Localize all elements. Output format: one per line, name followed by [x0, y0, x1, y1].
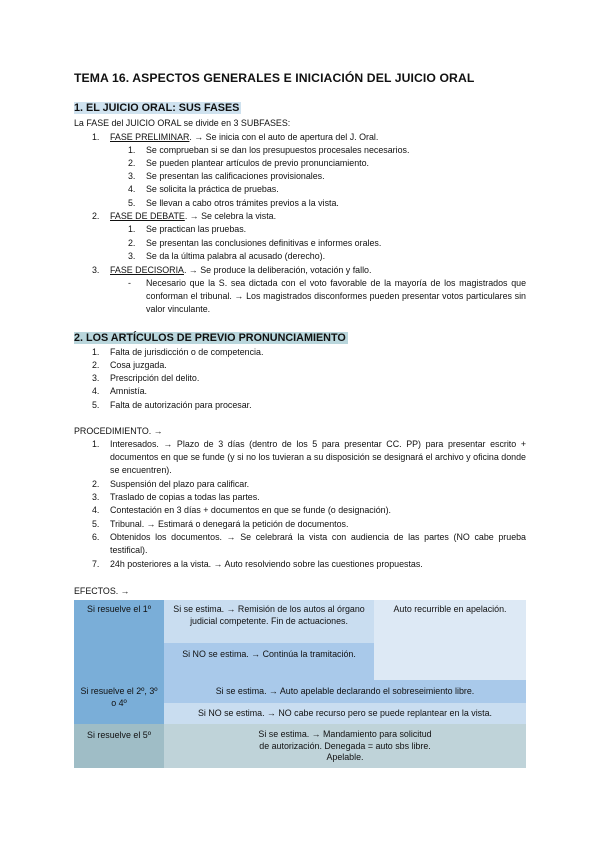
table-cell: Si NO se estima. → Continúa la tramitación.: [164, 643, 374, 680]
list-item: Se practican las pruebas.: [146, 224, 247, 234]
list-item: Se da la última palabra al acusado (derecho).: [146, 251, 326, 261]
list-number: 5.: [128, 198, 136, 208]
list-number: 5.: [92, 400, 100, 410]
list-item: Prescripción del delito.: [110, 373, 200, 383]
list-number: 6.: [92, 532, 100, 542]
list-number: 1.: [128, 224, 136, 234]
list-item: Amnistía.: [110, 386, 147, 396]
table-cell: Auto recurrible en apelación.: [374, 600, 526, 680]
list-item: Tribunal. → Estimará o denegará la petición de documentos.: [110, 519, 349, 529]
list-number: 7.: [92, 559, 100, 569]
phase-1-line: [110, 131, 378, 143]
phase-3-line: [110, 264, 371, 276]
list-number: 2.: [92, 360, 100, 370]
row-label: Si resuelve el 5º: [74, 724, 164, 768]
phase-2-line: [110, 210, 276, 222]
list-item: Obtenidos los documentos. → Se celebrará la vista con audiencia de las partes (NO cabe prueba testifical).: [110, 532, 526, 555]
list-item: Se pueden plantear artículos de previo pronunciamiento.: [146, 158, 370, 168]
table-cell: Si se estima. → Auto apelable declarando el sobreseimiento libre.: [164, 680, 526, 703]
list-item: Se solicita la práctica de pruebas.: [146, 184, 279, 194]
list-number: 3.: [92, 373, 100, 383]
list-item: Interesados. → Plazo de 3 días (dentro de los 5 para presentar CC. PP) para presentar escrito + documentos en que se funde (y si no los tuvieran a su disposición se designará el archivo y oficina donde se encuentren).: [110, 439, 526, 475]
list-item: Se llevan a cabo otros trámites previos a la vista.: [146, 198, 339, 208]
phase-name: FASE PRELIMINAR: [110, 132, 190, 142]
list-number: 3.: [128, 251, 136, 261]
list-item: Se presentan las calificaciones provisionales.: [146, 171, 325, 181]
list-item: Se comprueban si se dan los presupuestos procesales necesarios.: [146, 145, 410, 155]
phase-name: FASE DE DEBATE: [110, 211, 185, 221]
list-number: 2.: [92, 479, 100, 489]
list-item: Suspensión del plazo para calificar.: [110, 479, 250, 489]
table-cell: Si se estima. → Remisión de los autos al órgano judicial competente. Fin de actuaciones.: [164, 600, 374, 643]
list-item: Cosa juzgada.: [110, 360, 167, 370]
phase-desc: . → Se celebra la vista.: [184, 211, 277, 221]
list-number: 1.: [128, 145, 136, 155]
list-number: 3.: [92, 492, 100, 502]
list-number: 2.: [128, 158, 136, 168]
row-label: Si resuelve el 2º, 3º o 4º: [74, 680, 164, 724]
list-number: 1.: [92, 439, 100, 449]
phase-3-note: Necesario que la S. sea dictada con el voto favorable de la mayoría de los magistrados que conforman el tribunal. → Los magistrados disconformes pueden presentar votos particulares sin valor vinculante.: [146, 278, 526, 314]
list-item: 24h posteriores a la vista. → Auto resolviendo sobre las cuestiones propuestas.: [110, 559, 423, 569]
section-1-intro: La FASE del JUICIO ORAL se divide en 3 SUBFASES:: [74, 118, 291, 128]
list-number: 1.: [92, 347, 100, 357]
phase-number: 3.: [92, 265, 100, 275]
list-item: Traslado de copias a todas las partes.: [110, 492, 260, 502]
table-row: [74, 600, 526, 643]
phase-desc: . → Se inicia con el auto de apertura del J. Oral.: [189, 132, 379, 142]
table-cell: Si se estima. → Mandamiento para solicitud de autorización. Denegada = auto sbs libre. Apelable.: [164, 724, 526, 768]
section-1-heading: 1. EL JUICIO ORAL: SUS FASES: [74, 102, 240, 114]
phase-number: 1.: [92, 132, 100, 142]
effects-table: [74, 600, 526, 768]
phase-desc: . → Se produce la deliberación, votación y fallo.: [183, 265, 372, 275]
list-number: 4.: [92, 505, 100, 515]
row-label: Si resuelve el 1º: [74, 600, 164, 680]
list-number: 2.: [128, 238, 136, 248]
effects-title: EFECTOS. →: [74, 586, 130, 596]
phase-name: FASE DECISORIA: [110, 265, 184, 275]
list-item: Se presentan las conclusiones definitivas e informes orales.: [146, 238, 382, 248]
list-number: 4.: [92, 386, 100, 396]
list-item: Falta de autorización para procesar.: [110, 400, 252, 410]
section-2-heading: 2. LOS ARTÍCULOS DE PREVIO PRONUNCIAMIENTO: [74, 332, 346, 344]
list-number: 4.: [128, 184, 136, 194]
list-number: 3.: [128, 171, 136, 181]
list-item: Falta de jurisdicción o de competencia.: [110, 347, 264, 357]
list-item: Contestación en 3 días + documentos en que se funde (o designación).: [110, 505, 391, 515]
table-row: [74, 680, 526, 703]
procedure-title: PROCEDIMIENTO. →: [74, 426, 163, 436]
table-cell: Si NO se estima. → NO cabe recurso pero se puede replantear en la vista.: [164, 703, 526, 724]
phase-number: 2.: [92, 211, 100, 221]
table-row: [74, 724, 526, 768]
page-title: TEMA 16. ASPECTOS GENERALES E INICIACIÓN DEL JUICIO ORAL: [74, 71, 475, 85]
list-number: 5.: [92, 519, 100, 529]
bullet-dash: -: [128, 278, 131, 288]
